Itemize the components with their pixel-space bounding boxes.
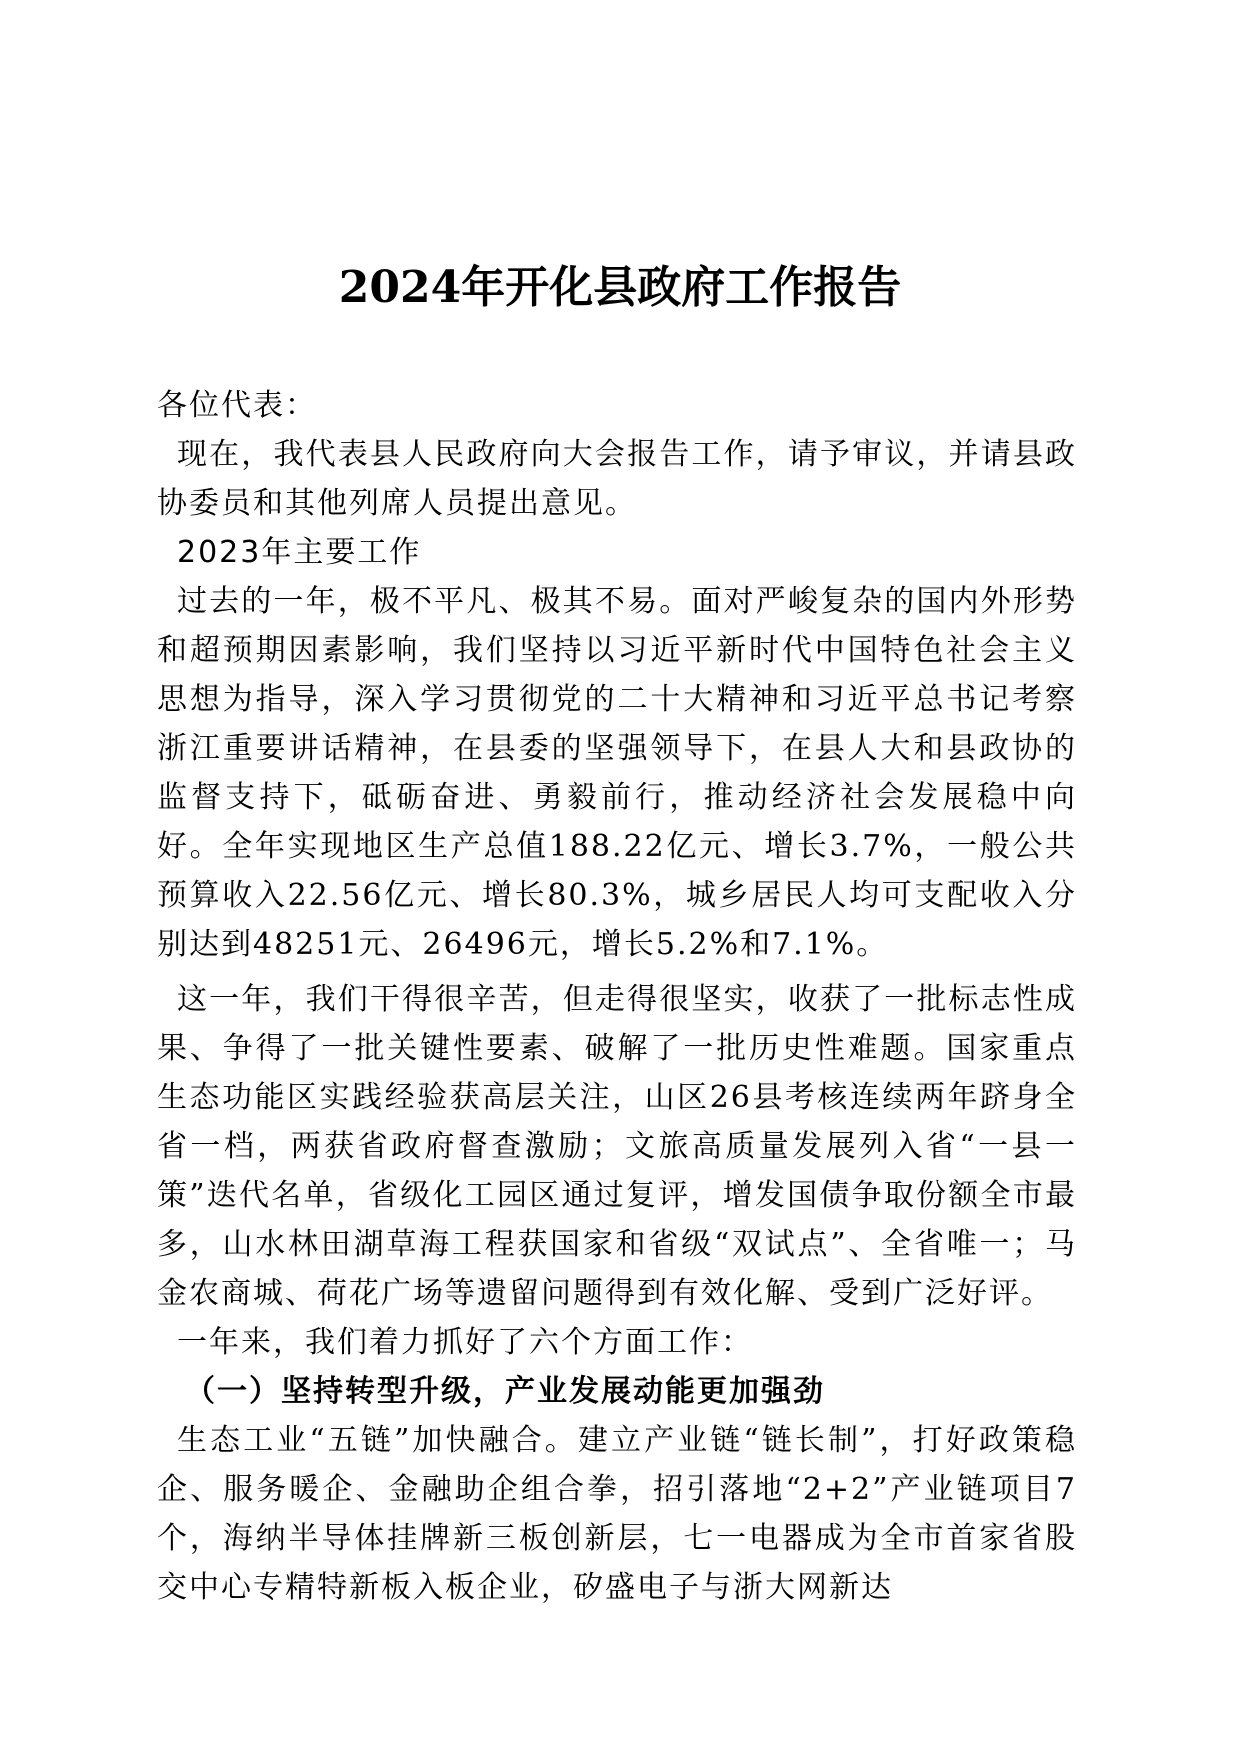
paragraph-ecological-industry: 生态工业“五链”加快融合。建立产业链“链长制”，打好政策稳企、服务暖企、金融助企组合拳，招引落地“2+2”产业链项目7个，海纳半导体挂牌新三板创新层，七一电器成为全市首家省股交中心专精特新板入板企业，矽盛电子与浙大网新达 — [157, 1423, 1077, 1605]
paragraph-intro: 现在，我代表县人民政府向大会报告工作，请予审议，并请县政协委员和其他列席人员提出意见。 — [157, 437, 1077, 521]
paragraph-past-year: 过去的一年，极不平凡、极其不易。面对严峻复杂的国内外形势和超预期因素影响，我们坚持以习近平新时代中国特色社会主义思想为指导，深入学习贯彻党的二十大精神和习近平总书记考察浙江重要讲话精神，在县委的坚强领导下，在县人大和县政协的监督支持下，砥砺奋进、勇毅前行，推动经济社会发展稳中向好。全年实现地区生产总值188.22亿元、增长3.7%，一般公共预算收入22.56亿元、增长80.3%，城乡居民人均可支配收入分别达到48251元、26496元，增长5.2%和7.1%。 — [157, 584, 1077, 962]
document-body — [157, 381, 1077, 1612]
section-heading-1: （一）坚持转型升级，产业发展动能更加强劲 — [185, 1374, 825, 1409]
paragraph-six-aspects: 一年来，我们着力抓好了六个方面工作： — [177, 1325, 753, 1360]
paragraph-this-year: 这一年，我们干得很辛苦，但走得很坚实，收获了一批标志性成果、争得了一批关键性要素、破解了一批历史性难题。国家重点生态功能区实践经验获高层关注，山区26县考核连续两年跻身全省一档，两获省政府督查激励；文旅高质量发展列入省“一县一策”迭代名单，省级化工园区通过复评，增发国债争取份额全市最多，山水林田湖草海工程获国家和省级“双试点”、全省唯一；马金农商城、荷花广场等遗留问题得到有效化解、受到广泛好评。 — [157, 982, 1077, 1311]
document-title: 2024年开化县政府工作报告 — [338, 262, 902, 313]
salutation: 各位代表： — [157, 388, 317, 423]
heading-2023-main-work: 2023年主要工作 — [177, 535, 422, 570]
